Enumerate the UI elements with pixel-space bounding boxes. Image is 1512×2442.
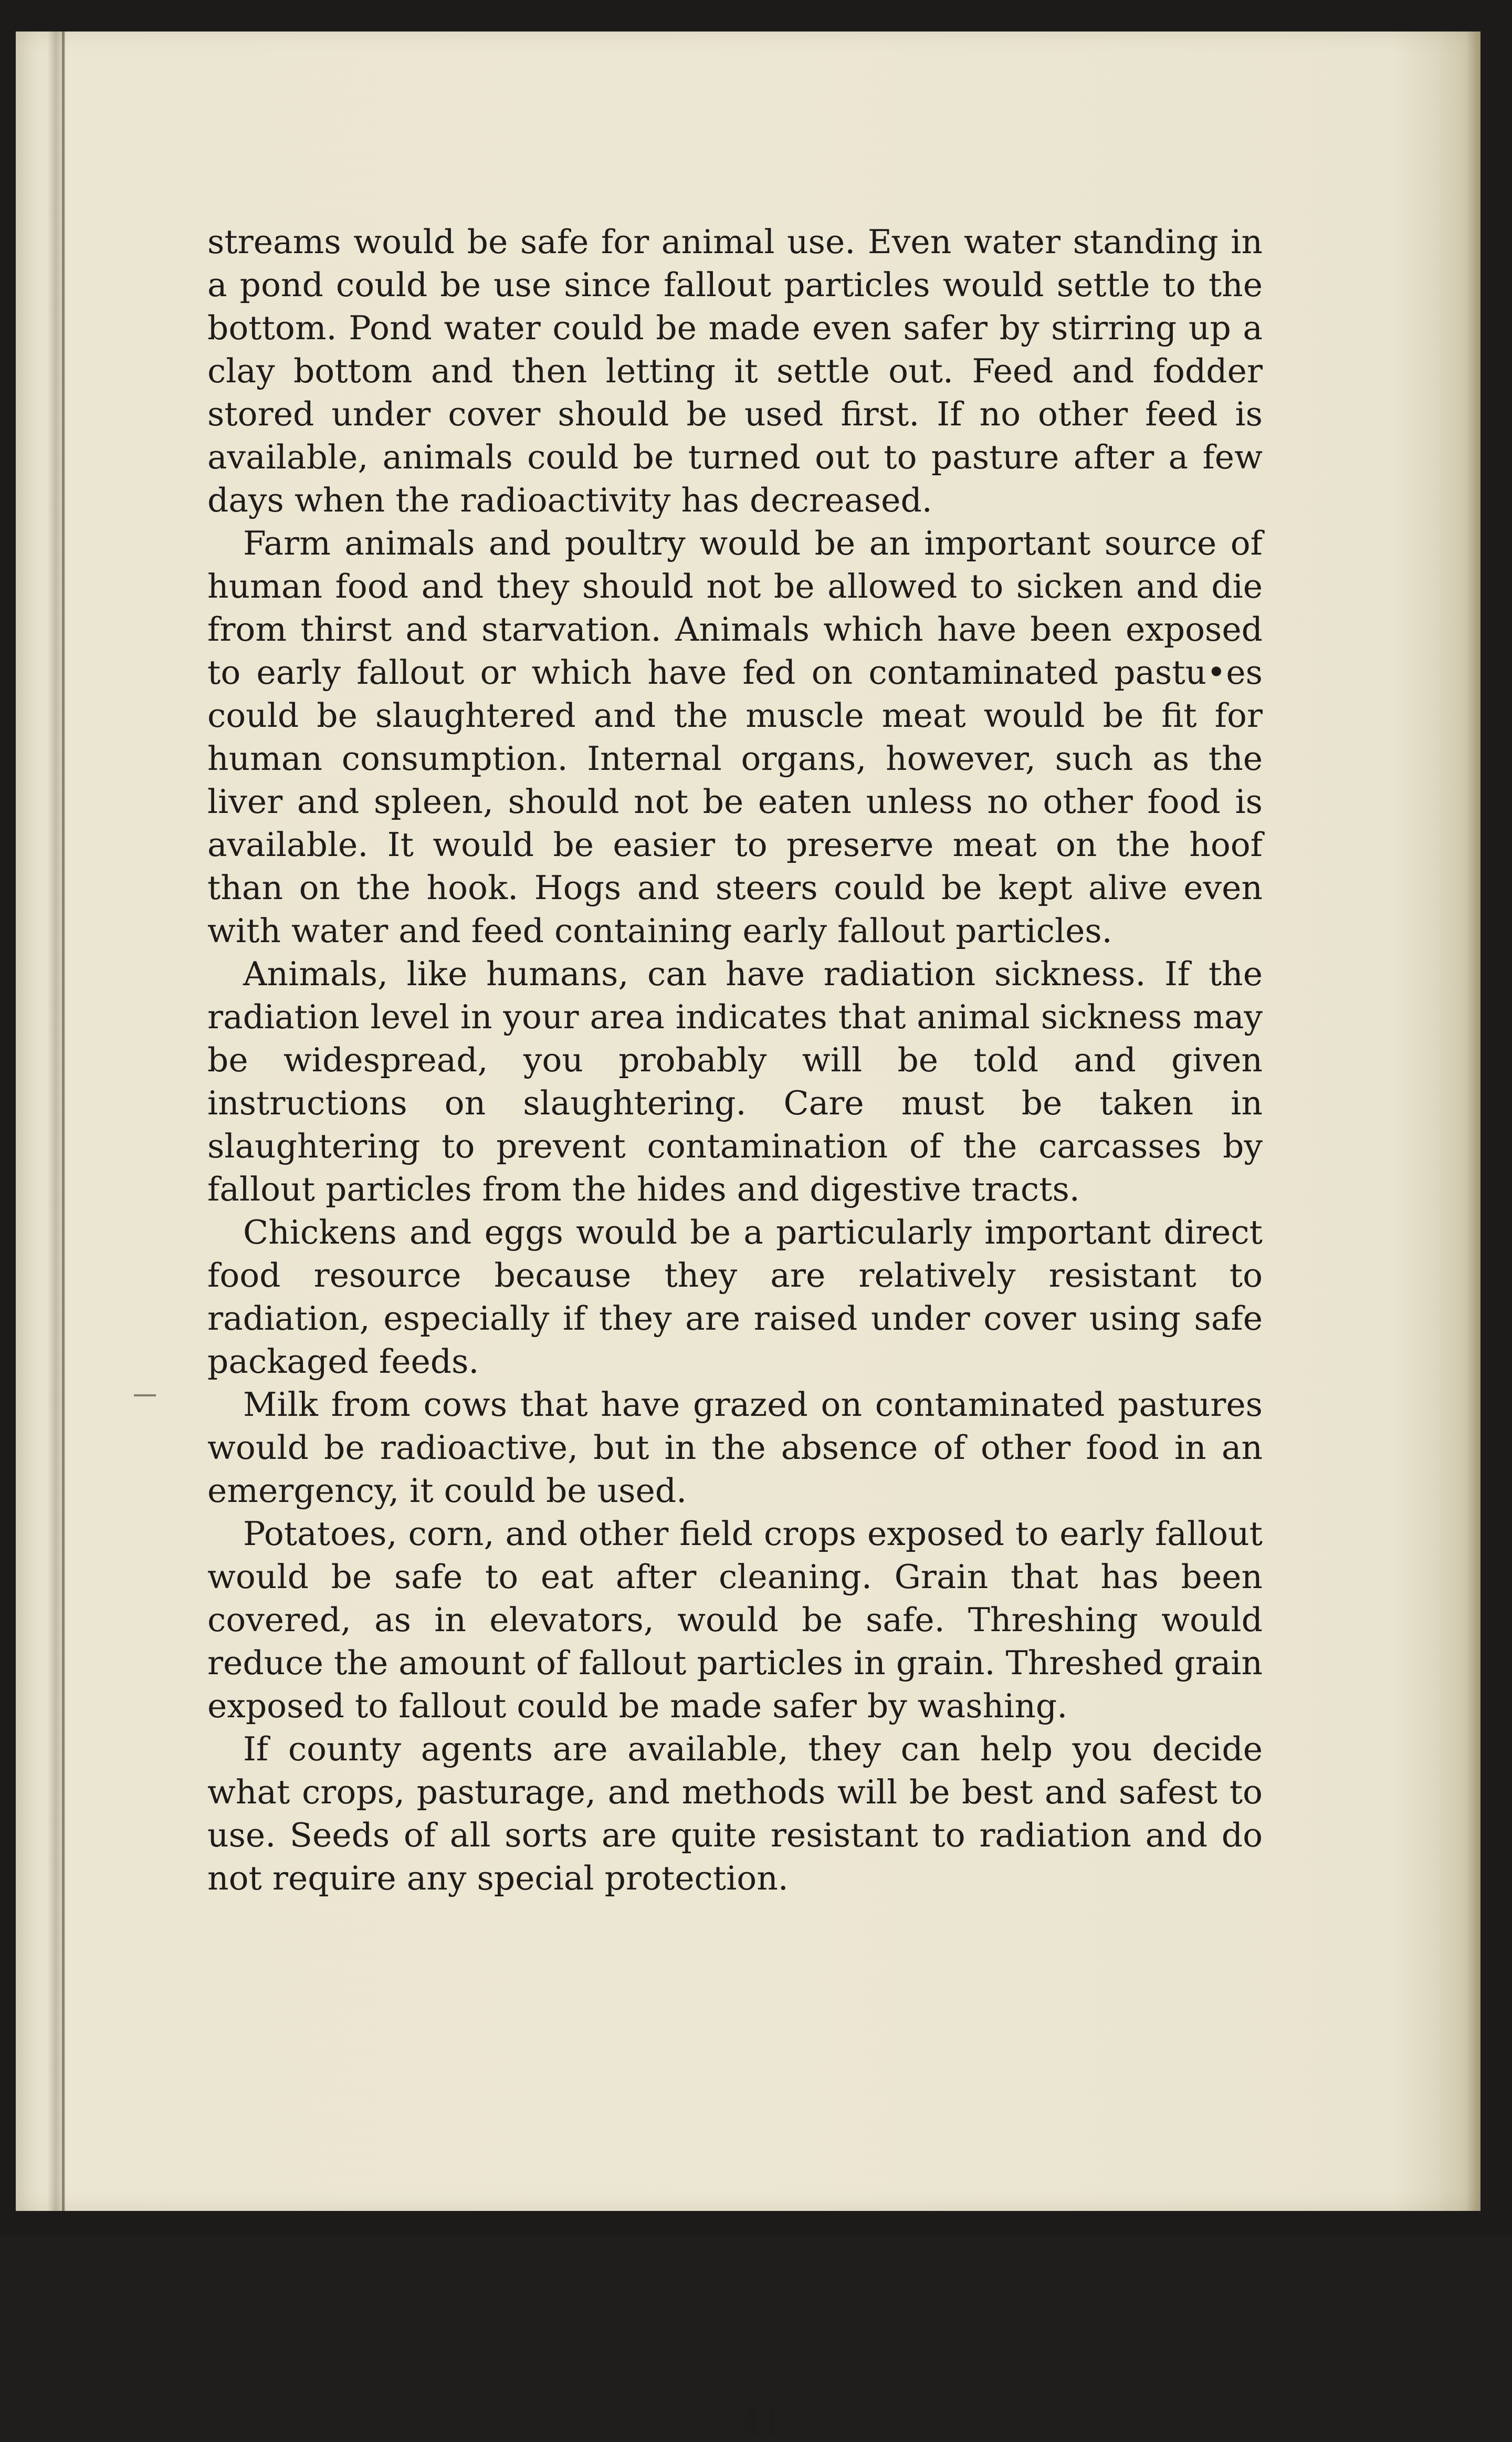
paragraph-4: Chickens and eggs would be a particularly important direct food resource because they are relatively resistant to radiation, especially if they are raised under cover using safe packaged feeds. [207, 1213, 1263, 1381]
paragraph-6: Potatoes, corn, and other field crops exposed to early fallout would be safe to eat after cleaning. Grain that has been covered, as in elevators, would be safe. Threshing would reduce the amount of fallout particles in grain. Threshed grain exposed to fallout could be made safer by washing. [207, 1515, 1263, 1725]
paragraph-1: streams would be safe for animal use. Even water standing in a pond could be use since fallout particles would settle to the bottom. Pond water could be made even safer by stirring up a clay bottom and then letting it settle out. Feed and fodder stored under cover should be used first. If no other feed is available, animals could be turned out to pasture after a few days when the radioactivity has decreased. [207, 223, 1263, 519]
paragraph-3: Animals, like humans, can have radiation sickness. If the radiation level in your area indicates that animal sickness may be widespread, you probably will be told and given instructions on slaughtering. Care must be taken in slaughtering to prevent contamination of the carcasses by fallout particles from the hides and digestive tracts. [207, 955, 1263, 1208]
binding-line [62, 32, 65, 2211]
body-text [207, 221, 1263, 1900]
page-edge-shadow [1466, 32, 1480, 2211]
paragraph-5: Milk from cows that have grazed on contaminated pastures would be radioactive, but in the absence of other food in an emergency, it could be used. [207, 1385, 1263, 1510]
margin-mark [134, 1394, 156, 1396]
paragraph-7: If county agents are available, they can help you decide what crops, pasturage, and methods will be best and safest to use. Seeds of all sorts are quite resistant to radiation and do not require any special protection. [207, 1730, 1263, 1897]
paragraph-2: Farm animals and poultry would be an important source of human food and they should not be allowed to sicken and die from thirst and starvation. Animals which have been exposed to early fallout or which have fed on contaminated pastu•es could be slaughtered and the muscle meat would be fit for human consumption. Internal organs, however, such as the liver and spleen, should not be eaten unless no other food is available. It would be easier to preserve meat on the hoof than on the hook. Hogs and steers could be kept alive even with water and feed containing early fallout particles. [207, 524, 1263, 950]
page-number: 41 [740, 2403, 783, 2442]
